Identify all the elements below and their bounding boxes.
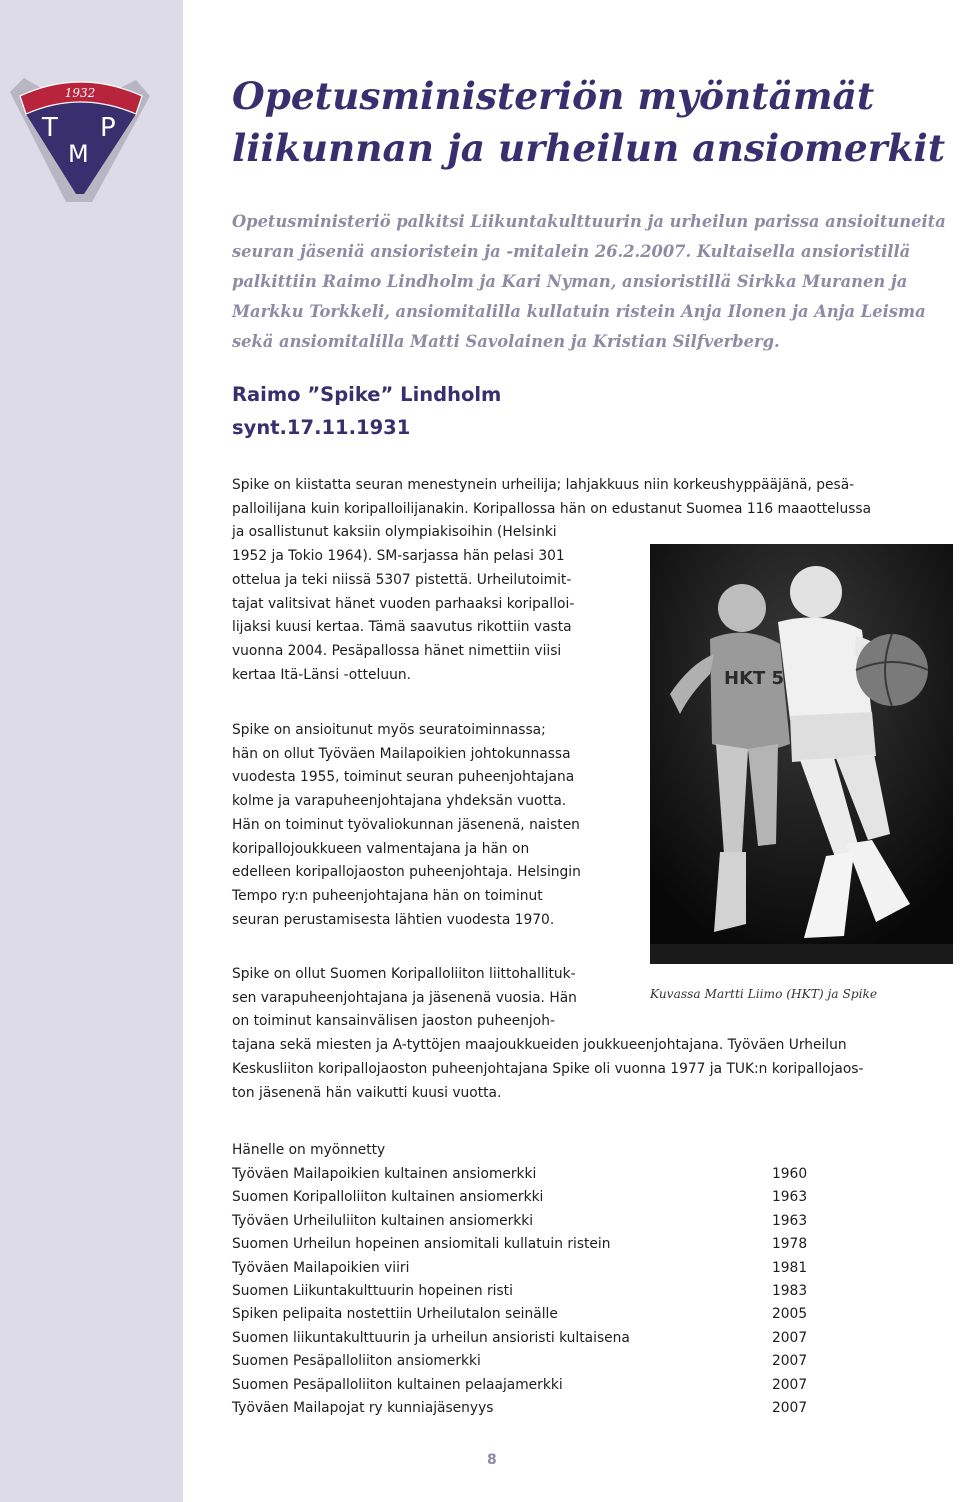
award-year: 1960: [772, 1166, 808, 1182]
logo-letter-t: T: [42, 113, 58, 143]
photo-caption: Kuvassa Martti Liimo (HKT) ja Spike: [650, 987, 878, 1001]
awards-list: [232, 1163, 812, 1420]
photo-illustration: [650, 544, 953, 964]
award-year: 2007: [772, 1399, 808, 1416]
logo-year: 1932: [64, 86, 96, 100]
basketball-photo: [650, 544, 953, 964]
award-year: 1978: [772, 1236, 808, 1253]
award-item: [232, 1210, 812, 1233]
award-name: Suomen Koripalloliiton kultainen ansiomerkki: [232, 1189, 544, 1206]
award-item: [232, 1303, 812, 1326]
federation-paragraph: Spike on ollut Suomen Koripalloliiton liittohallituk- sen varapuheenjohtajana ja jäsenenä vuosia. Hän on toiminut kansainvälisen jaoston puheenjoh- tajana sekä miesten ja A-tyttöjen maajoukkueiden joukkueenjohtajana. Työväen Urheilun Keskusliiton koripallojaoston puheenjohtajana Spike oli vuonna 1977 ja TUK:n koripallojaos- ton jäsenenä hän vaikutti kuusi vuotta.: [232, 966, 864, 1101]
award-name: Spiken pelipaita nostettiin Urheilutalon seinälle: [232, 1306, 558, 1323]
award-name: Suomen Liikuntakulttuurin hopeinen risti: [232, 1282, 513, 1299]
logo-letter-m: M: [68, 140, 89, 168]
person-birthdate: synt.17.11.1931: [232, 416, 411, 439]
award-name: Työväen Mailapojat ry kunniajäsenyys: [232, 1399, 494, 1416]
award-year: 2005: [772, 1306, 808, 1323]
award-year: 1983: [772, 1282, 808, 1299]
awards-heading: Hänelle on myönnetty: [232, 1142, 386, 1158]
award-year: 2007: [772, 1353, 808, 1370]
award-item: [232, 1350, 812, 1373]
award-item: [232, 1397, 812, 1420]
award-item: [232, 1257, 812, 1280]
award-year: 1981: [772, 1259, 808, 1276]
club-logo: [6, 66, 152, 206]
logo-letter-p: P: [100, 113, 116, 143]
award-name: Suomen liikuntakulttuurin ja urheilun ansioristi kultaisena: [232, 1329, 630, 1346]
award-item: [232, 1327, 812, 1350]
award-item: [232, 1374, 812, 1397]
page-number: 8: [487, 1452, 497, 1468]
award-name: Työväen Urheiluliiton kultainen ansiomerkki: [232, 1212, 534, 1229]
intro-paragraph: Opetusministeriö palkitsi Liikuntakulttuurin ja urheilun parissa ansioituneita seuran jäseniä ansioristein ja -mitalein 26.2.2007. Kultaisella ansioristillä palkittiin Raimo Lindholm ja Kari Nyman, ansioristillä Sirkka Muranen ja Markku Torkkeli, ansiomitalilla kullatuin ristein Anja Ilonen ja Anja Leisma sekä ansiomitalilla Matti Savolainen ja Kristian Silfverberg.: [232, 212, 946, 351]
award-item: [232, 1233, 812, 1256]
person-name: Raimo ”Spike” Lindholm: [232, 383, 502, 406]
award-name: Suomen Urheilun hopeinen ansiomitali kullatuin ristein: [232, 1236, 611, 1253]
award-item: [232, 1280, 812, 1303]
award-year: 2007: [772, 1376, 808, 1393]
award-item: [232, 1163, 812, 1186]
award-name: Työväen Mailapoikien kultainen ansiomerkki: [232, 1166, 537, 1182]
club-activity-paragraph: Spike on ansioitunut myös seuratoiminnassa; hän on ollut Työväen Mailapoikien johtokunnassa vuodesta 1955, toiminut seuran puheenjohtajana kolme ja varapuheenjohtajana yhdeksän vuotta. Hän on toiminut työvaliokunnan jäsenenä, naisten koripallojoukkueen valmentajana ja hän on edelleen koripallojaoston puheenjohtaja. Helsingin Tempo ry:n puheenjohtajana hän on toiminut seuran perustamisesta lähtien vuodesta 1970.: [232, 722, 581, 928]
award-item: [232, 1186, 812, 1209]
jersey-text: HKT 5: [724, 668, 785, 689]
award-name: Suomen Pesäpalloliiton ansiomerkki: [232, 1353, 481, 1370]
career-paragraph: Spike on kiistatta seuran menestynein urheilija; lahjakkuus niin korkeushyppääjänä, pesä- palloilijana kuin koripalloilijanakin. Koripallossa hän on edustanut Suomea 116 maaottelussa ja osallistunut kaksiin olympiakisoihin (Helsinki 1952 ja Tokio 1964). SM-sarjassa hän pelasi 301 ottelua ja teki niissä 5307 pistettä. Urheilutoimit- tajat valitsivat hänet vuoden parhaaksi koripalloi- lijaksi kuusi kertaa. Tämä saavutus rikottiin vasta vuonna 2004. Pesäpallossa hänet nimettiin viisi kertaa Itä-Länsi -otteluun.: [232, 477, 872, 683]
award-year: 1963: [772, 1212, 808, 1229]
award-name: Työväen Mailapoikien viiri: [232, 1259, 410, 1276]
side-band: [0, 0, 183, 1502]
award-year: 2007: [772, 1329, 808, 1346]
page-title: Opetusministeriön myöntämät liikunnan ja urheilun ansiomerkit: [232, 74, 946, 170]
award-year: 1963: [772, 1189, 808, 1206]
award-name: Suomen Pesäpalloliiton kultainen pelaajamerkki: [232, 1376, 563, 1393]
